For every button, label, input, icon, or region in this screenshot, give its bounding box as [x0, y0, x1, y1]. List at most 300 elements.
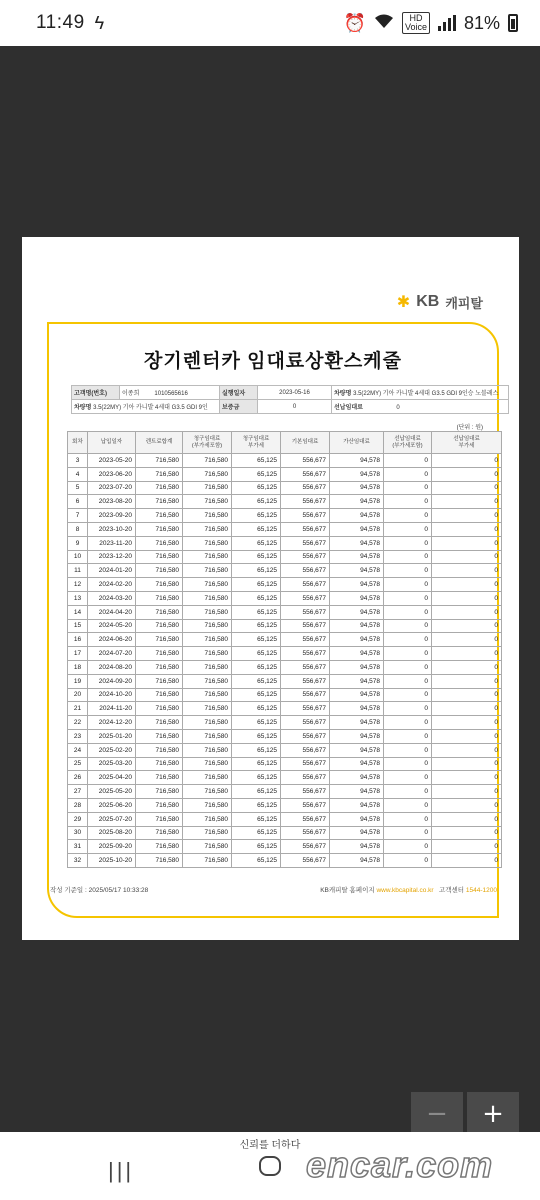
table-cell: 7	[68, 509, 88, 523]
table-cell: 716,580	[183, 481, 232, 495]
column-header: 청구임대료 부가세	[232, 432, 281, 454]
table-cell: 0	[384, 550, 432, 564]
table-cell: 65,125	[232, 605, 281, 619]
table-cell: 94,578	[330, 619, 384, 633]
table-row	[68, 550, 502, 564]
logo-kb: KB	[416, 293, 440, 310]
table-cell: 0	[432, 826, 502, 840]
table-cell: 2023-11-20	[88, 536, 136, 550]
table-row	[68, 771, 502, 785]
table-cell: 0	[432, 660, 502, 674]
table-cell: 716,580	[183, 578, 232, 592]
table-cell: 2023-06-20	[88, 467, 136, 481]
table-cell: 6	[68, 495, 88, 509]
table-cell: 716,580	[136, 716, 183, 730]
table-cell: 2023-05-20	[88, 454, 136, 468]
prepay-label: 선납임대료	[334, 405, 363, 411]
hd-voice-icon	[402, 12, 430, 34]
table-cell: 716,580	[136, 619, 183, 633]
center-label: 고객센터	[438, 887, 465, 894]
table-row	[68, 509, 502, 523]
logo-capital: 캐피탈	[445, 295, 483, 311]
table-cell: 26	[68, 771, 88, 785]
table-cell: 65,125	[232, 564, 281, 578]
schedule-table	[67, 431, 502, 868]
table-cell: 716,580	[136, 826, 183, 840]
table-cell: 2024-03-20	[88, 591, 136, 605]
battery-percent: 81%	[463, 12, 500, 33]
table-cell: 0	[432, 509, 502, 523]
table-cell: 716,580	[136, 647, 183, 661]
customer-name: 이종희	[122, 391, 140, 397]
table-cell: 0	[384, 633, 432, 647]
table-cell: 94,578	[330, 826, 384, 840]
table-cell: 0	[432, 619, 502, 633]
table-cell: 65,125	[232, 619, 281, 633]
table-cell: 94,578	[330, 729, 384, 743]
table-cell: 0	[384, 647, 432, 661]
table-cell: 94,578	[330, 688, 384, 702]
table-cell: 556,677	[281, 647, 330, 661]
vehicle-value-2: 3.5(22MY) 기아 카니발 4세대 G3.5 GDI 9인	[93, 405, 208, 411]
table-cell: 556,677	[281, 495, 330, 509]
table-row	[68, 467, 502, 481]
table-cell: 0	[432, 564, 502, 578]
signal-icon	[438, 15, 456, 31]
table-cell: 2024-04-20	[88, 605, 136, 619]
table-cell: 94,578	[330, 522, 384, 536]
table-cell: 0	[432, 771, 502, 785]
table-cell: 556,677	[281, 564, 330, 578]
table-row	[68, 619, 502, 633]
table-row	[68, 481, 502, 495]
table-row	[68, 633, 502, 647]
table-cell: 22	[68, 716, 88, 730]
table-cell: 716,580	[136, 743, 183, 757]
table-cell: 0	[432, 578, 502, 592]
recent-apps-icon[interactable]: |||	[108, 1158, 135, 1183]
table-cell: 0	[432, 591, 502, 605]
prepay-value: 0	[396, 405, 400, 411]
table-cell: 716,580	[183, 688, 232, 702]
table-cell: 716,580	[183, 467, 232, 481]
table-cell: 15	[68, 619, 88, 633]
table-cell: 3	[68, 454, 88, 468]
table-cell: 556,677	[281, 826, 330, 840]
table-cell: 716,580	[183, 660, 232, 674]
table-cell: 716,580	[136, 564, 183, 578]
table-cell: 2024-09-20	[88, 674, 136, 688]
contract-info-table	[71, 385, 509, 414]
table-cell: 0	[432, 688, 502, 702]
table-row	[68, 826, 502, 840]
table-cell: 2025-10-20	[88, 854, 136, 868]
deposit-value: 0	[258, 400, 332, 414]
table-cell: 556,677	[281, 785, 330, 799]
table-cell: 2023-07-20	[88, 481, 136, 495]
table-cell: 556,677	[281, 854, 330, 868]
table-cell: 0	[384, 826, 432, 840]
table-cell: 0	[384, 660, 432, 674]
document-footer	[50, 885, 497, 894]
table-cell: 0	[384, 840, 432, 854]
table-cell: 94,578	[330, 840, 384, 854]
table-cell: 17	[68, 647, 88, 661]
table-cell: 2025-02-20	[88, 743, 136, 757]
column-header: 렌트료합계	[136, 432, 183, 454]
table-cell: 716,580	[136, 702, 183, 716]
table-cell: 716,580	[183, 564, 232, 578]
table-cell: 716,580	[136, 729, 183, 743]
table-cell: 556,677	[281, 771, 330, 785]
document-title: 장기렌터카 임대료상환스케줄	[144, 351, 402, 372]
deposit-label: 보증금	[220, 400, 258, 414]
table-cell: 94,578	[330, 771, 384, 785]
table-cell: 556,677	[281, 757, 330, 771]
table-cell: 94,578	[330, 743, 384, 757]
table-cell: 556,677	[281, 619, 330, 633]
table-cell: 65,125	[232, 688, 281, 702]
table-cell: 94,578	[330, 647, 384, 661]
document-page[interactable]	[22, 237, 519, 940]
table-cell: 0	[384, 785, 432, 799]
table-cell: 2025-09-20	[88, 840, 136, 854]
table-cell: 14	[68, 605, 88, 619]
table-cell: 65,125	[232, 467, 281, 481]
table-cell: 0	[384, 454, 432, 468]
table-cell: 0	[432, 840, 502, 854]
vehicle-cell	[332, 386, 509, 400]
table-row	[68, 840, 502, 854]
table-row	[68, 743, 502, 757]
table-cell: 65,125	[232, 743, 281, 757]
table-cell: 24	[68, 743, 88, 757]
table-cell: 28	[68, 798, 88, 812]
table-cell: 94,578	[330, 812, 384, 826]
table-cell: 0	[384, 716, 432, 730]
table-cell: 2023-10-20	[88, 522, 136, 536]
table-row	[68, 536, 502, 550]
table-cell: 716,580	[136, 688, 183, 702]
table-cell: 10	[68, 550, 88, 564]
table-cell: 65,125	[232, 660, 281, 674]
table-cell: 65,125	[232, 509, 281, 523]
encar-watermark: encar.com	[306, 1144, 494, 1185]
table-cell: 716,580	[183, 729, 232, 743]
table-row	[68, 660, 502, 674]
table-cell: 94,578	[330, 591, 384, 605]
table-cell: 0	[432, 854, 502, 868]
table-row	[68, 674, 502, 688]
table-cell: 94,578	[330, 785, 384, 799]
voice-label: Voice	[404, 22, 427, 32]
table-cell: 2023-09-20	[88, 509, 136, 523]
table-cell: 0	[384, 495, 432, 509]
column-header: 선납임대료 (부가세포함)	[384, 432, 432, 454]
table-row	[68, 605, 502, 619]
table-cell: 65,125	[232, 757, 281, 771]
table-cell: 556,677	[281, 729, 330, 743]
table-cell: 0	[432, 605, 502, 619]
table-cell: 556,677	[281, 467, 330, 481]
table-cell: 94,578	[330, 564, 384, 578]
table-cell: 0	[384, 522, 432, 536]
table-cell: 0	[432, 716, 502, 730]
schedule-frame	[47, 322, 499, 918]
table-cell: 0	[384, 688, 432, 702]
table-cell: 556,677	[281, 702, 330, 716]
table-cell: 716,580	[183, 812, 232, 826]
table-cell: 0	[432, 454, 502, 468]
table-row	[68, 785, 502, 799]
hd-label: HD	[409, 13, 423, 23]
table-cell: 2024-10-20	[88, 688, 136, 702]
table-cell: 65,125	[232, 854, 281, 868]
status-time: 11:49	[36, 12, 85, 33]
table-cell: 716,580	[136, 674, 183, 688]
table-cell: 0	[384, 743, 432, 757]
unit-label: (단위 : 원)	[456, 425, 483, 431]
contract-date-value: 2023-05-16	[258, 386, 332, 400]
table-cell: 0	[384, 854, 432, 868]
table-cell: 0	[384, 564, 432, 578]
table-cell: 716,580	[183, 647, 232, 661]
table-row	[68, 729, 502, 743]
table-cell: 18	[68, 660, 88, 674]
table-cell: 8	[68, 522, 88, 536]
table-cell: 94,578	[330, 660, 384, 674]
created-timestamp: 작성 기준일 : 2025/05/17 10:33:28	[50, 887, 149, 894]
table-cell: 556,677	[281, 688, 330, 702]
table-cell: 2023-12-20	[88, 550, 136, 564]
table-cell: 716,580	[183, 840, 232, 854]
table-cell: 27	[68, 785, 88, 799]
table-cell: 716,580	[183, 591, 232, 605]
table-cell: 2025-04-20	[88, 771, 136, 785]
table-cell: 716,580	[136, 771, 183, 785]
prepay-cell	[332, 400, 509, 414]
zoom-out-button[interactable]: −	[411, 1092, 463, 1136]
table-cell: 20	[68, 688, 88, 702]
table-cell: 716,580	[136, 536, 183, 550]
customer-number: 1010565616	[154, 391, 188, 397]
table-cell: 94,578	[330, 495, 384, 509]
table-cell: 94,578	[330, 716, 384, 730]
footer-contact	[320, 885, 497, 894]
table-cell: 716,580	[136, 854, 183, 868]
table-cell: 0	[432, 522, 502, 536]
table-cell: 716,580	[183, 702, 232, 716]
table-cell: 0	[432, 785, 502, 799]
table-cell: 65,125	[232, 454, 281, 468]
table-cell: 94,578	[330, 674, 384, 688]
table-cell: 65,125	[232, 633, 281, 647]
table-cell: 716,580	[136, 605, 183, 619]
table-cell: 0	[384, 619, 432, 633]
table-cell: 716,580	[136, 550, 183, 564]
table-cell: 65,125	[232, 812, 281, 826]
table-row	[68, 522, 502, 536]
table-cell: 556,677	[281, 674, 330, 688]
table-row	[68, 564, 502, 578]
table-cell: 716,580	[183, 509, 232, 523]
table-cell: 716,580	[183, 619, 232, 633]
column-header: 가산임대료	[330, 432, 384, 454]
table-cell: 94,578	[330, 481, 384, 495]
table-cell: 0	[384, 798, 432, 812]
table-cell: 716,580	[136, 660, 183, 674]
table-row	[68, 702, 502, 716]
table-cell: 0	[432, 674, 502, 688]
table-cell: 716,580	[183, 771, 232, 785]
table-cell: 716,580	[183, 674, 232, 688]
table-cell: 2024-05-20	[88, 619, 136, 633]
vehicle-label: 차량명	[334, 391, 352, 397]
table-cell: 13	[68, 591, 88, 605]
table-row	[68, 688, 502, 702]
table-header-row	[68, 432, 502, 454]
table-cell: 2024-02-20	[88, 578, 136, 592]
table-row	[68, 495, 502, 509]
table-cell: 716,580	[183, 550, 232, 564]
table-cell: 0	[384, 591, 432, 605]
table-cell: 65,125	[232, 826, 281, 840]
table-cell: 2025-07-20	[88, 812, 136, 826]
table-cell: 2024-01-20	[88, 564, 136, 578]
table-cell: 11	[68, 564, 88, 578]
battery-icon	[508, 14, 518, 32]
homepage-label: KB캐피탈 홈페이지	[320, 887, 375, 894]
table-cell: 65,125	[232, 591, 281, 605]
table-cell: 716,580	[136, 840, 183, 854]
table-cell: 716,580	[183, 743, 232, 757]
table-row	[68, 716, 502, 730]
table-cell: 2023-08-20	[88, 495, 136, 509]
table-cell: 0	[432, 702, 502, 716]
table-cell: 94,578	[330, 757, 384, 771]
table-row	[68, 854, 502, 868]
table-cell: 12	[68, 578, 88, 592]
table-cell: 0	[384, 812, 432, 826]
table-cell: 716,580	[136, 578, 183, 592]
table-cell: 0	[384, 578, 432, 592]
customer-value	[120, 386, 220, 400]
table-cell: 2024-06-20	[88, 633, 136, 647]
status-icons	[344, 12, 518, 34]
table-cell: 716,580	[183, 854, 232, 868]
table-cell: 4	[68, 467, 88, 481]
table-cell: 0	[432, 481, 502, 495]
table-cell: 556,677	[281, 840, 330, 854]
vehicle-cell-2	[72, 400, 220, 414]
table-cell: 0	[384, 605, 432, 619]
table-cell: 716,580	[183, 536, 232, 550]
table-cell: 65,125	[232, 674, 281, 688]
table-cell: 65,125	[232, 702, 281, 716]
table-cell: 716,580	[136, 785, 183, 799]
zoom-in-button[interactable]: +	[467, 1092, 519, 1136]
table-cell: 556,677	[281, 743, 330, 757]
table-cell: 716,580	[136, 633, 183, 647]
table-cell: 0	[384, 729, 432, 743]
home-icon[interactable]	[259, 1156, 281, 1176]
table-cell: 2025-05-20	[88, 785, 136, 799]
table-cell: 716,580	[136, 757, 183, 771]
table-row	[68, 812, 502, 826]
table-cell: 556,677	[281, 716, 330, 730]
table-cell: 716,580	[136, 481, 183, 495]
table-cell: 716,580	[136, 812, 183, 826]
table-cell: 94,578	[330, 467, 384, 481]
table-cell: 716,580	[136, 495, 183, 509]
table-row	[68, 454, 502, 468]
table-cell: 94,578	[330, 550, 384, 564]
table-body	[68, 454, 502, 868]
alarm-icon: ⏰	[343, 12, 366, 33]
table-cell: 556,677	[281, 454, 330, 468]
table-cell: 94,578	[330, 854, 384, 868]
table-cell: 23	[68, 729, 88, 743]
table-cell: 0	[384, 674, 432, 688]
charging-bolt-icon: ϟ	[94, 12, 105, 33]
table-cell: 65,125	[232, 840, 281, 854]
column-header: 선납임대료 부가세	[432, 432, 502, 454]
table-cell: 716,580	[136, 467, 183, 481]
table-cell: 2024-12-20	[88, 716, 136, 730]
table-cell: 94,578	[330, 536, 384, 550]
table-cell: 716,580	[183, 716, 232, 730]
table-cell: 65,125	[232, 536, 281, 550]
table-cell: 0	[384, 702, 432, 716]
table-cell: 30	[68, 826, 88, 840]
table-cell: 2025-03-20	[88, 757, 136, 771]
table-row	[68, 757, 502, 771]
status-bar	[0, 0, 540, 46]
table-cell: 94,578	[330, 509, 384, 523]
column-header: 회차	[68, 432, 88, 454]
table-cell: 2025-01-20	[88, 729, 136, 743]
table-cell: 716,580	[183, 798, 232, 812]
table-cell: 2024-07-20	[88, 647, 136, 661]
table-cell: 0	[432, 550, 502, 564]
table-cell: 556,677	[281, 522, 330, 536]
customer-label: 고객명(번호)	[72, 386, 120, 400]
table-cell: 716,580	[183, 605, 232, 619]
table-cell: 94,578	[330, 633, 384, 647]
table-cell: 65,125	[232, 522, 281, 536]
table-cell: 2024-08-20	[88, 660, 136, 674]
bottom-nav-bar	[0, 1132, 540, 1200]
table-cell: 94,578	[330, 702, 384, 716]
homepage-url: www.kbcapital.co.kr	[376, 887, 434, 894]
table-cell: 716,580	[183, 522, 232, 536]
table-cell: 716,580	[183, 633, 232, 647]
table-cell: 0	[384, 509, 432, 523]
table-cell: 0	[432, 757, 502, 771]
table-cell: 65,125	[232, 798, 281, 812]
table-cell: 0	[384, 757, 432, 771]
table-row	[68, 578, 502, 592]
table-cell: 25	[68, 757, 88, 771]
table-cell: 716,580	[136, 522, 183, 536]
table-cell: 5	[68, 481, 88, 495]
table-cell: 556,677	[281, 509, 330, 523]
table-cell: 65,125	[232, 771, 281, 785]
table-cell: 716,580	[136, 591, 183, 605]
table-cell: 65,125	[232, 716, 281, 730]
contract-date-label: 실행일자	[220, 386, 258, 400]
table-cell: 65,125	[232, 785, 281, 799]
